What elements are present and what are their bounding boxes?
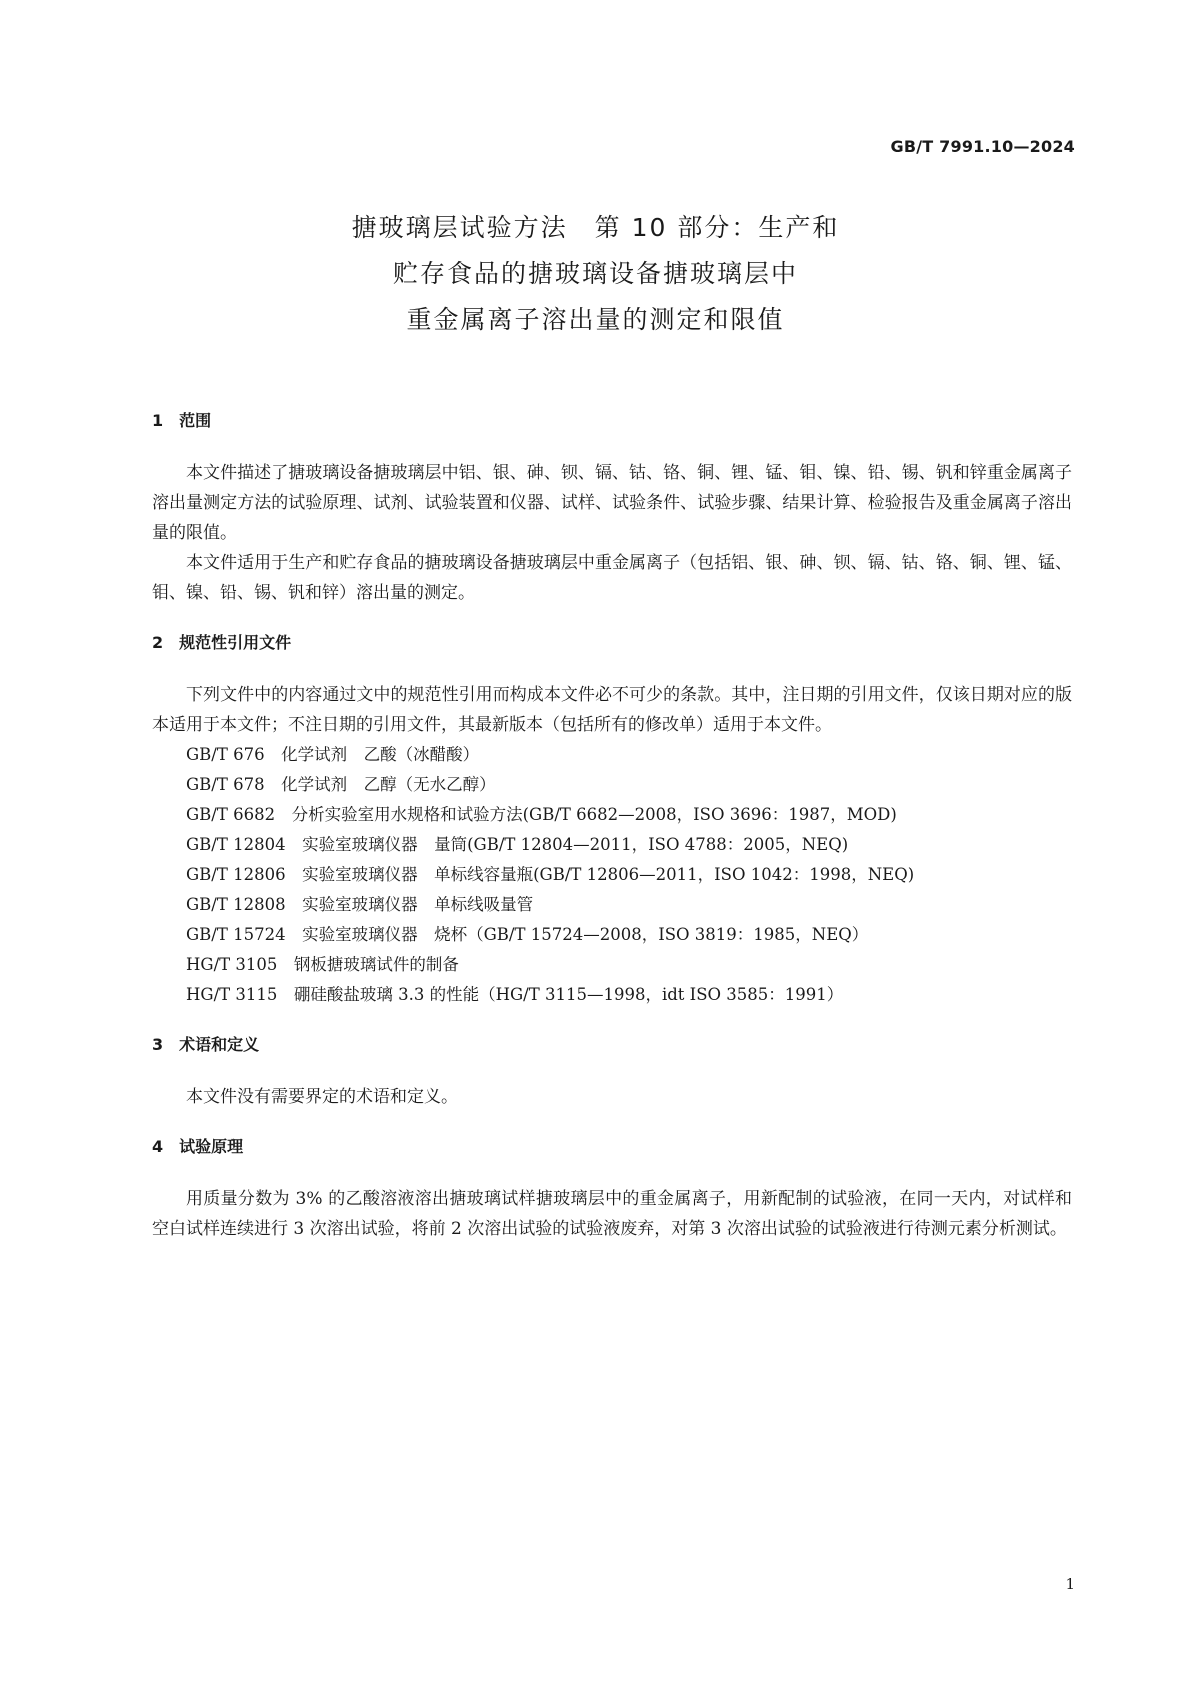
document-title [0, 205, 1191, 343]
reference-item: GB/T 12806 实验室玻璃仪器 单标线容量瓶(GB/T 12806—2011，ISO 1042：1998，NEQ) [186, 865, 915, 884]
section-heading: 2 规范性引用文件 [152, 633, 292, 652]
standard-code: GB/T 7991.10—2024 [890, 137, 1075, 156]
page-number: 1 [1065, 1575, 1075, 1593]
reference-item: HG/T 3115 硼硅酸盐玻璃 3.3 的性能（HG/T 3115—1998，idt ISO 3585：1991） [186, 985, 844, 1004]
section-normative-references [152, 630, 1072, 1010]
paragraph: 用质量分数为 3% 的乙酸溶液溶出搪玻璃试样搪玻璃层中的重金属离子，用新配制的试验液，在同一天内，对试样和空白试样连续进行 3 次溶出试验，将前 2 次溶出试验的试验液废弃，对第 3 次溶出试验的试验液进行待测元素分析测试。 [152, 1189, 1072, 1239]
section-test-principle [152, 1134, 1072, 1244]
reference-item: GB/T 12808 实验室玻璃仪器 单标线吸量管 [186, 895, 534, 914]
section-heading: 4 试验原理 [152, 1137, 244, 1156]
paragraph: 下列文件中的内容通过文中的规范性引用而构成本文件必不可少的条款。其中，注日期的引用文件，仅该日期对应的版本适用于本文件；不注日期的引用文件，其最新版本（包括所有的修改单）适用于本文件。 [152, 685, 1072, 735]
reference-item: GB/T 6682 分析实验室用水规格和试验方法(GB/T 6682—2008，ISO 3696：1987，MOD) [186, 805, 897, 824]
section-heading: 1 范围 [152, 411, 212, 430]
section-heading: 3 术语和定义 [152, 1035, 260, 1054]
reference-item: GB/T 678 化学试剂 乙醇（无水乙醇） [186, 775, 496, 794]
title-line: 搪玻璃层试验方法 第 10 部分：生产和 [351, 213, 840, 242]
section-terms-definitions [152, 1032, 1072, 1112]
document-body [152, 408, 1072, 1244]
title-line: 贮存食品的搪玻璃设备搪玻璃层中 [392, 259, 798, 288]
reference-item: GB/T 12804 实验室玻璃仪器 量筒(GB/T 12804—2011，ISO 4788：2005，NEQ) [186, 835, 849, 854]
reference-list [152, 740, 1072, 1010]
paragraph: 本文件描述了搪玻璃设备搪玻璃层中铝、银、砷、钡、镉、钴、铬、铜、锂、锰、钼、镍、铅、锡、钒和锌重金属离子溶出量测定方法的试验原理、试剂、试验装置和仪器、试样、试验条件、试验步骤、结果计算、检验报告及重金属离子溶出量的限值。 [152, 463, 1072, 543]
section-scope [152, 408, 1072, 608]
paragraph: 本文件没有需要界定的术语和定义。 [186, 1087, 458, 1107]
title-line: 重金属离子溶出量的测定和限值 [406, 305, 785, 334]
paragraph: 本文件适用于生产和贮存食品的搪玻璃设备搪玻璃层中重金属离子（包括铝、银、砷、钡、镉、钴、铬、铜、锂、锰、钼、镍、铅、锡、钒和锌）溶出量的测定。 [152, 553, 1072, 603]
reference-item: GB/T 676 化学试剂 乙酸（冰醋酸） [186, 745, 480, 764]
reference-item: GB/T 15724 实验室玻璃仪器 烧杯（GB/T 15724—2008，ISO 3819：1985，NEQ） [186, 925, 869, 944]
reference-item: HG/T 3105 钢板搪玻璃试件的制备 [186, 955, 459, 974]
